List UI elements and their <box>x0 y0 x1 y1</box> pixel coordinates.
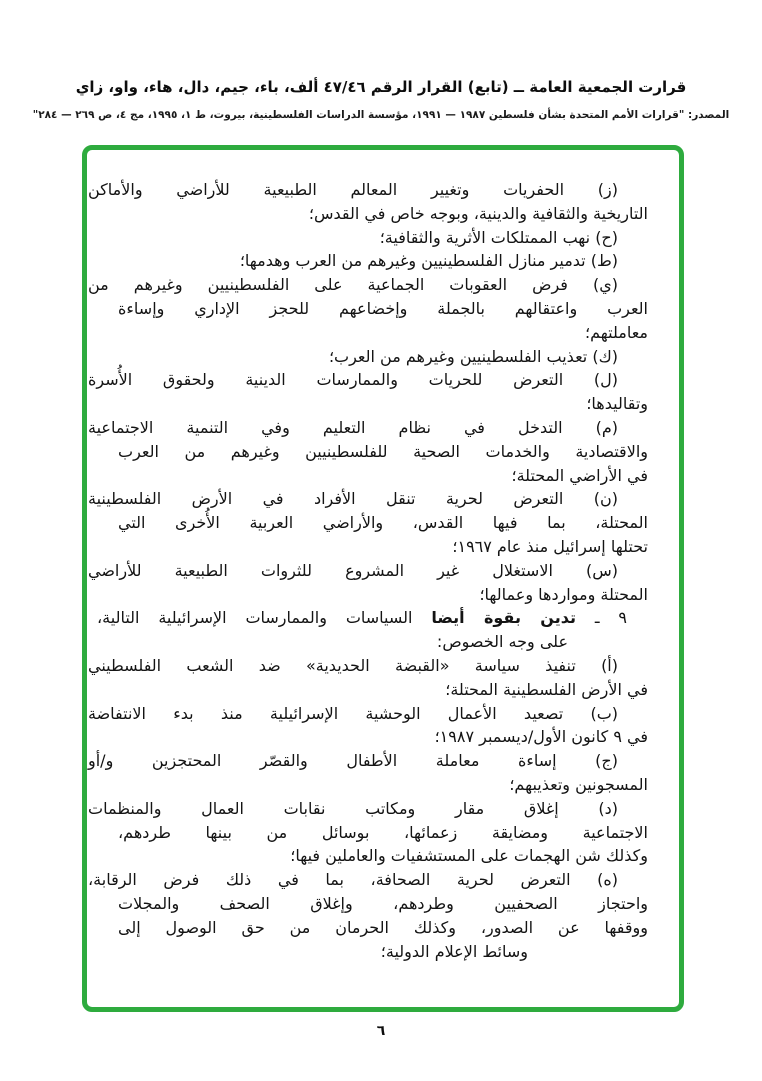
text-line: (ه) التعرض لحرية الصحافة، بما في ذلك فرض الرقابة، <box>88 870 618 890</box>
text-line: في ٩ كانون الأول/ديسمبر ١٩٨٧؛ <box>434 727 648 747</box>
text-line: على وجه الخصوص: <box>436 632 568 652</box>
text-line: (أ) تنفيذ سياسة «القبضة الحديدية» ضد الشعب الفلسطيني <box>88 655 618 675</box>
page-number: ٦ <box>376 1023 386 1039</box>
green-border-frame <box>82 145 684 1012</box>
text-line: وتقاليدها؛ <box>586 394 648 414</box>
text-line: (ب) تصعيد الأعمال الوحشية الإسرائيلية منذ بدء الانتفاضة <box>88 703 618 723</box>
text-line: (م) التدخل في نظام التعليم وفي التنمية الاجتماعية <box>88 417 618 437</box>
text-line: وسائط الإعلام الدولية؛ <box>380 941 528 961</box>
document-body <box>88 178 648 987</box>
text-line: واحتجاز الصحفيين وطردهم، وإغلاق الصحف والمجلات <box>118 893 648 913</box>
page-title: قرارت الجمعية العامة ــ (تابع) القرار الرقم ٤٧/٤٦ ألف، باء، جيم، دال، هاء، واو، زاي <box>75 78 687 96</box>
text-segment: السياسات والممارسات الإسرائيلية التالية، <box>97 608 432 628</box>
text-line: الاجتماعية ومضايقة زعمائها، بوسائل من بينها طردهم، <box>118 822 648 842</box>
text-line: (د) إغلاق مقار ومكاتب نقابات العمال والمنظمات <box>88 798 618 818</box>
text-line: العرب واعتقالهم بالجملة وإخضاعهم للحجز الإداري وإساءة <box>118 298 648 318</box>
text-line: (ط) تدمير منازل الفلسطينيين وغيرهم من العرب وهدمها؛ <box>239 251 618 271</box>
text-line: المحتلة، بما فيها القدس، والأراضي العربية الأُخرى التي <box>118 513 648 533</box>
text-line: في الأرض الفلسطينية المحتلة؛ <box>445 679 648 699</box>
text-line: (ي) فرض العقوبات الجماعية على الفلسطينيين وغيرهم من <box>88 275 618 295</box>
text-line: تحتلها إسرائيل منذ عام ١٩٦٧؛ <box>452 536 648 556</box>
text-segment: ٩ ـ <box>575 608 627 628</box>
text-line: معاملتهم؛ <box>585 322 648 342</box>
source-citation-line: المصدر: "قرارات الأمم المتحدة بشأن فلسطين ١٩٨٧ — ١٩٩١، مؤسسة الدراسات الفلسطينية، بيروت، ط ١، ١٩٩٥، مج ٤، ص ٢٦٩ — ٢٨٤" <box>32 109 730 121</box>
text-line: (س) الاستغلال غير المشروع للثروات الطبيعية للأراضي <box>88 560 618 580</box>
text-line: في الأراضي المحتلة؛ <box>511 465 648 485</box>
text-line: المسجونين وتعذيبهم؛ <box>509 774 648 794</box>
text-line: المحتلة ومواردها وعمالها؛ <box>479 584 648 604</box>
text-line <box>97 606 648 630</box>
text-line: وكذلك شن الهجمات على المستشفيات والعاملين فيها؛ <box>290 846 648 866</box>
text-line: (ل) التعرض للحريات والممارسات الدينية ولحقوق الأُسرة <box>88 370 618 390</box>
text-line: (ح) نهب الممتلكات الأثرية والثقافية؛ <box>379 227 618 247</box>
bold-text-segment: تدين بقوة أيضا <box>431 608 576 628</box>
text-line: (ك) تعذيب الفلسطينيين وغيرهم من العرب؛ <box>328 346 618 366</box>
text-line: والاقتصادية والخدمات الصحية للفلسطينيين وغيرهم من العرب <box>118 441 648 461</box>
text-line: (ج) إساءة معاملة الأطفال والقصّر المحتجزين و/أو <box>88 751 618 771</box>
text-line: (ن) التعرض لحرية تنقل الأفراد في الأرض الفلسطينية <box>88 489 618 509</box>
text-line: (ز) الحفريات وتغيير المعالم الطبيعية للأراضي والأماكن <box>88 180 618 199</box>
text-line: ووقفها عن الصدور، وكذلك الحرمان من حق الوصول إلى <box>118 917 648 937</box>
text-line: التاريخية والثقافية والدينية، وبوجه خاص في القدس؛ <box>308 203 648 223</box>
